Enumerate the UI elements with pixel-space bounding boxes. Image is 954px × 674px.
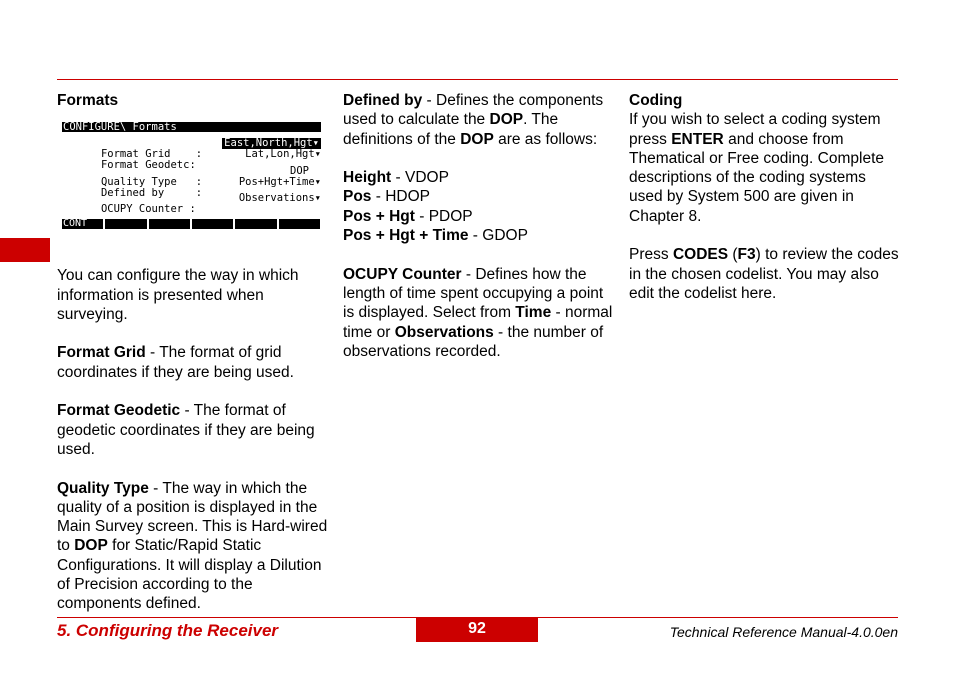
softkey-3[interactable] bbox=[149, 219, 190, 229]
definition: - the number of observations recorded. bbox=[343, 323, 604, 360]
lcd-row-value: Lat,Lon,Hgt▾ bbox=[245, 148, 321, 161]
lcd-row-value: Pos+Hgt+Time▾ bbox=[238, 176, 321, 189]
coding-paragraph bbox=[629, 91, 901, 226]
term: Quality Type bbox=[57, 479, 149, 497]
bold-text: CODES bbox=[672, 246, 729, 264]
term: Format Grid bbox=[57, 344, 146, 362]
lcd-row-value: DOP bbox=[290, 165, 309, 178]
definition: are as follows: bbox=[493, 130, 598, 148]
lcd-row-label: Quality Type : bbox=[100, 176, 203, 189]
softkey-6[interactable] bbox=[279, 219, 320, 229]
dop-item bbox=[343, 207, 615, 226]
term: OCUPY Counter bbox=[343, 265, 462, 283]
lcd-row-label: Format Geodetc: bbox=[100, 159, 196, 172]
dop-list bbox=[343, 168, 615, 245]
definition: . The definitions of the bbox=[343, 111, 559, 148]
manual-title: Technical Reference Manual-4.0.0en bbox=[669, 624, 898, 640]
side-tab-marker bbox=[0, 238, 50, 262]
softkey-4[interactable] bbox=[192, 219, 233, 229]
term: Pos + Hgt + Time bbox=[343, 227, 469, 245]
definition: - normal time or bbox=[343, 304, 613, 341]
definition: - The way in which the quality of a position is displayed in the Main Survey screen. This is Hard-wired to bbox=[57, 479, 328, 555]
bold-text: Time bbox=[515, 304, 552, 322]
value: - VDOP bbox=[391, 169, 449, 187]
format-geodetic-paragraph bbox=[57, 401, 329, 459]
lcd-row-value-selected: East,North,Hgt▾ bbox=[224, 137, 319, 150]
dop-item bbox=[343, 187, 615, 206]
softkey-5[interactable] bbox=[235, 219, 276, 229]
intro-paragraph: You can configure the way in which information is presented when surveying. bbox=[57, 267, 299, 323]
text: ( bbox=[728, 246, 738, 264]
value: - HDOP bbox=[371, 188, 430, 206]
column-3 bbox=[629, 91, 901, 323]
softkey-2[interactable] bbox=[105, 219, 146, 229]
column-2 bbox=[343, 91, 615, 380]
chapter-title: 5. Configuring the Receiver bbox=[57, 621, 279, 640]
codes-paragraph bbox=[629, 245, 901, 303]
softkey-cont[interactable]: CONT bbox=[62, 219, 103, 229]
text: and choose from Thematical or Free coding. Complete descriptions of the coding systems used by System 500 are given in Chapter 8. bbox=[629, 130, 885, 225]
term: Height bbox=[343, 169, 392, 187]
term: Pos bbox=[343, 188, 372, 206]
lcd-softkeys bbox=[62, 219, 320, 229]
defined-by-paragraph bbox=[343, 91, 615, 149]
bold-text: DOP bbox=[460, 130, 494, 148]
lcd-row-label: OCUPY Counter : bbox=[100, 203, 196, 216]
dop-item bbox=[343, 226, 615, 245]
lcd-title: CONFIGURE\ Formats bbox=[62, 122, 321, 132]
term: Pos + Hgt bbox=[343, 207, 415, 225]
lcd-row-label: Defined by : bbox=[100, 187, 203, 200]
term: Format Geodetic bbox=[57, 402, 181, 420]
bold-text: DOP bbox=[489, 111, 524, 129]
bold-text: F3 bbox=[737, 246, 756, 264]
definition: - Defines how the length of time spent occupying a point is displayed. Select from bbox=[343, 265, 604, 322]
coding-heading: Coding bbox=[629, 92, 683, 109]
ocupy-counter-paragraph bbox=[343, 265, 615, 361]
definition: - The format of geodetic coordinates if they are being used. bbox=[57, 402, 315, 458]
definition: - Defines the components used to calculate the bbox=[343, 92, 604, 129]
text: ) to review the codes in the chosen codelist. You may also edit the codelist here. bbox=[629, 246, 899, 302]
text: If you wish to select a coding system press bbox=[629, 111, 881, 148]
lcd-screen bbox=[62, 122, 324, 236]
value: - GDOP bbox=[468, 227, 528, 245]
bold-text: Observations bbox=[394, 323, 494, 341]
top-rule bbox=[57, 79, 898, 80]
lcd-row-ocupy-counter bbox=[63, 193, 321, 237]
bold-text: DOP bbox=[74, 537, 108, 555]
quality-type-paragraph bbox=[57, 479, 329, 614]
dop-item bbox=[343, 168, 615, 187]
lcd-row-value: Observations▾ bbox=[238, 192, 321, 205]
bold-text: ENTER bbox=[671, 130, 724, 148]
value: - PDOP bbox=[414, 207, 473, 225]
text: Press bbox=[629, 246, 673, 264]
formats-heading: Formats bbox=[57, 92, 119, 109]
term: Defined by bbox=[343, 92, 423, 109]
format-grid-paragraph bbox=[57, 343, 329, 382]
definition: - The format of grid coordinates if they are being used. bbox=[57, 344, 294, 381]
page-number: 92 bbox=[416, 618, 538, 642]
lcd-row-label: Format Grid : bbox=[100, 148, 203, 161]
definition: for Static/Rapid Static Configurations. It will display a Dilution of Precision according to the components defined. bbox=[57, 537, 322, 613]
column-1 bbox=[57, 91, 329, 633]
